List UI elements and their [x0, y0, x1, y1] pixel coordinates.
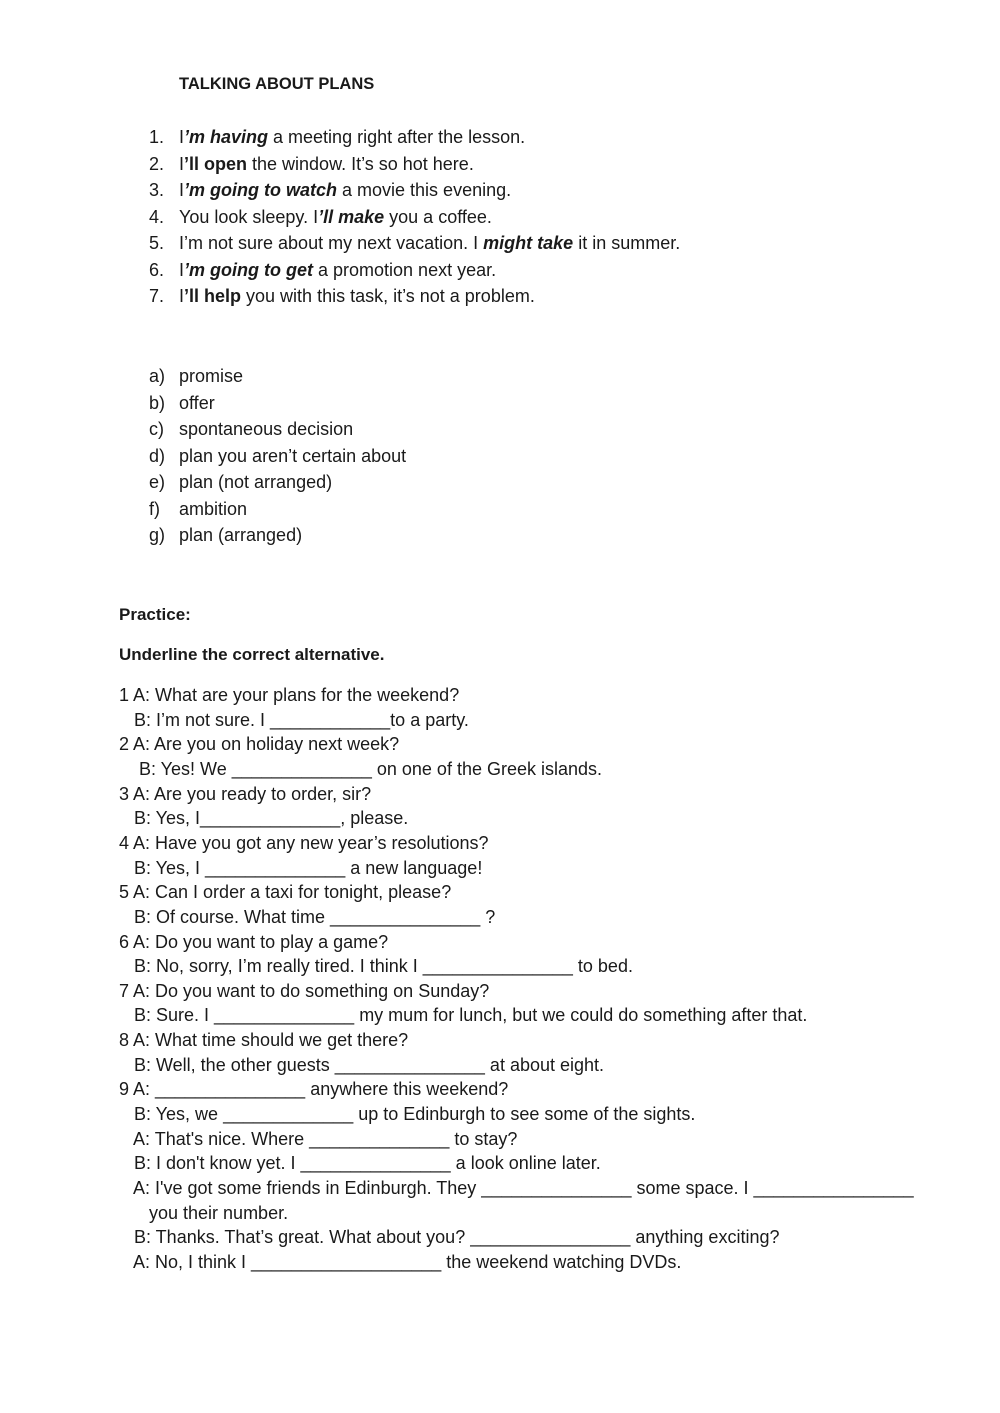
option-text: plan (not arranged): [179, 472, 333, 492]
sentence-verb-form: ’m going to get: [184, 259, 313, 280]
dialogue-line: B: Sure. I ______________ my mum for lunch, but we could do something after that.: [119, 1005, 808, 1026]
dialogue-line: 7 A: Do you want to do something on Sunday?: [119, 980, 490, 1001]
sentence-text: a promotion next year.: [313, 259, 497, 280]
dialogue-line: B: Well, the other guests _______________ at about eight.: [119, 1054, 605, 1075]
option-text: plan you aren’t certain about: [179, 445, 407, 466]
sentence-item: [179, 152, 474, 176]
sentence-item: [179, 205, 492, 229]
dialogue-line: B: No, sorry, I’m really tired. I think I _______________ to bed.: [119, 956, 633, 977]
dialogue-line: 4 A: Have you got any new year’s resolutions?: [119, 832, 489, 853]
page-title: TALKING ABOUT PLANS: [179, 75, 375, 93]
sentence-text: the window. It’s so hot here.: [247, 153, 474, 174]
dialogue-line: A: No, I think I ___________________ the weekend watching DVDs.: [119, 1251, 682, 1272]
sentence-text: I: [179, 153, 185, 174]
dialogue-line: 5 A: Can I order a taxi for tonight, please?: [119, 882, 452, 903]
option-letter: c): [149, 419, 164, 439]
sentence-text: You look sleepy. I: [179, 206, 319, 227]
dialogue-line: B: I don't know yet. I _______________ a look online later.: [119, 1153, 601, 1174]
option-letter: g): [149, 525, 166, 545]
sentence-number: 3.: [149, 180, 165, 200]
sentence-verb-form: might take: [483, 233, 574, 253]
dialogue-line: B: Of course. What time _______________ ?: [119, 906, 496, 927]
sentence-verb-form: ’ll help: [184, 286, 242, 306]
sentence-verb-form: ’ll open: [184, 153, 248, 174]
practice-heading: Practice:: [119, 605, 191, 624]
dialogue-line: A: I've got some friends in Edinburgh. They _______________ some space. I ________________: [119, 1178, 914, 1198]
dialogue-line: 2 A: Are you on holiday next week?: [119, 734, 400, 755]
sentence-item: [179, 178, 511, 202]
dialogue-line: you their number.: [119, 1202, 289, 1223]
option-letter: e): [149, 472, 166, 492]
option-text: ambition: [179, 498, 248, 519]
dialogue-line: 1 A: What are your plans for the weekend?: [119, 685, 460, 705]
sentence-text: I: [179, 259, 185, 280]
sentence-number: 4.: [149, 206, 165, 227]
sentence-number: 7.: [149, 286, 165, 306]
sentence-text: you with this task, it’s not a problem.: [241, 286, 535, 306]
sentence-verb-form: ’m going to watch: [184, 180, 338, 200]
instruction-text: Underline the correct alternative.: [119, 645, 385, 664]
dialogue-line: A: That's nice. Where ______________ to stay?: [119, 1128, 518, 1149]
sentence-text: I: [179, 286, 185, 306]
sentence-text: it in summer.: [573, 233, 681, 253]
dialogue-line: B: Yes! We ______________ on one of the Greek islands.: [119, 758, 603, 779]
option-text: offer: [179, 392, 215, 413]
sentence-text: you a coffee.: [384, 206, 492, 227]
dialogue-line: B: Thanks. That’s great. What about you? ________________ anything exciting?: [119, 1227, 780, 1248]
dialogue-line: B: Yes, we _____________ up to Edinburgh to see some of the sights.: [119, 1104, 696, 1125]
dialogue-line: 8 A: What time should we get there?: [119, 1030, 409, 1051]
dialogue-line: B: I’m not sure. I ____________to a party.: [119, 709, 469, 730]
dialogue-line: B: Yes, I______________, please.: [119, 808, 409, 829]
option-text: plan (arranged): [179, 525, 303, 545]
sentence-verb-form: ’m having: [184, 127, 269, 147]
sentence-item: [179, 258, 496, 282]
sentence-item: [179, 125, 525, 149]
option-letter: d): [149, 445, 166, 466]
dialogue-line: 3 A: Are you ready to order, sir?: [119, 783, 372, 804]
option-text: promise: [179, 366, 244, 386]
sentence-text: I: [179, 180, 185, 200]
dialogue-line: 9 A: _______________ anywhere this weekend?: [119, 1079, 509, 1100]
option-letter: a): [149, 366, 166, 386]
sentence-text: a meeting right after the lesson.: [268, 127, 526, 147]
option-letter: f): [149, 498, 160, 519]
sentence-item: [179, 231, 680, 255]
sentence-item: [179, 284, 535, 308]
dialogue-line: 6 A: Do you want to play a game?: [119, 931, 389, 952]
sentence-text: I: [179, 127, 185, 147]
option-text: spontaneous decision: [179, 419, 354, 439]
option-letter: b): [149, 392, 166, 413]
sentence-text: I’m not sure about my next vacation. I: [179, 233, 484, 253]
dialogue-line: B: Yes, I ______________ a new language!: [119, 857, 483, 878]
sentence-verb-form: ’ll make: [318, 206, 385, 227]
sentence-number: 6.: [149, 259, 165, 280]
sentence-text: a movie this evening.: [337, 180, 512, 200]
sentence-number: 2.: [149, 153, 165, 174]
sentence-number: 1.: [149, 127, 165, 147]
sentence-number: 5.: [149, 233, 165, 253]
